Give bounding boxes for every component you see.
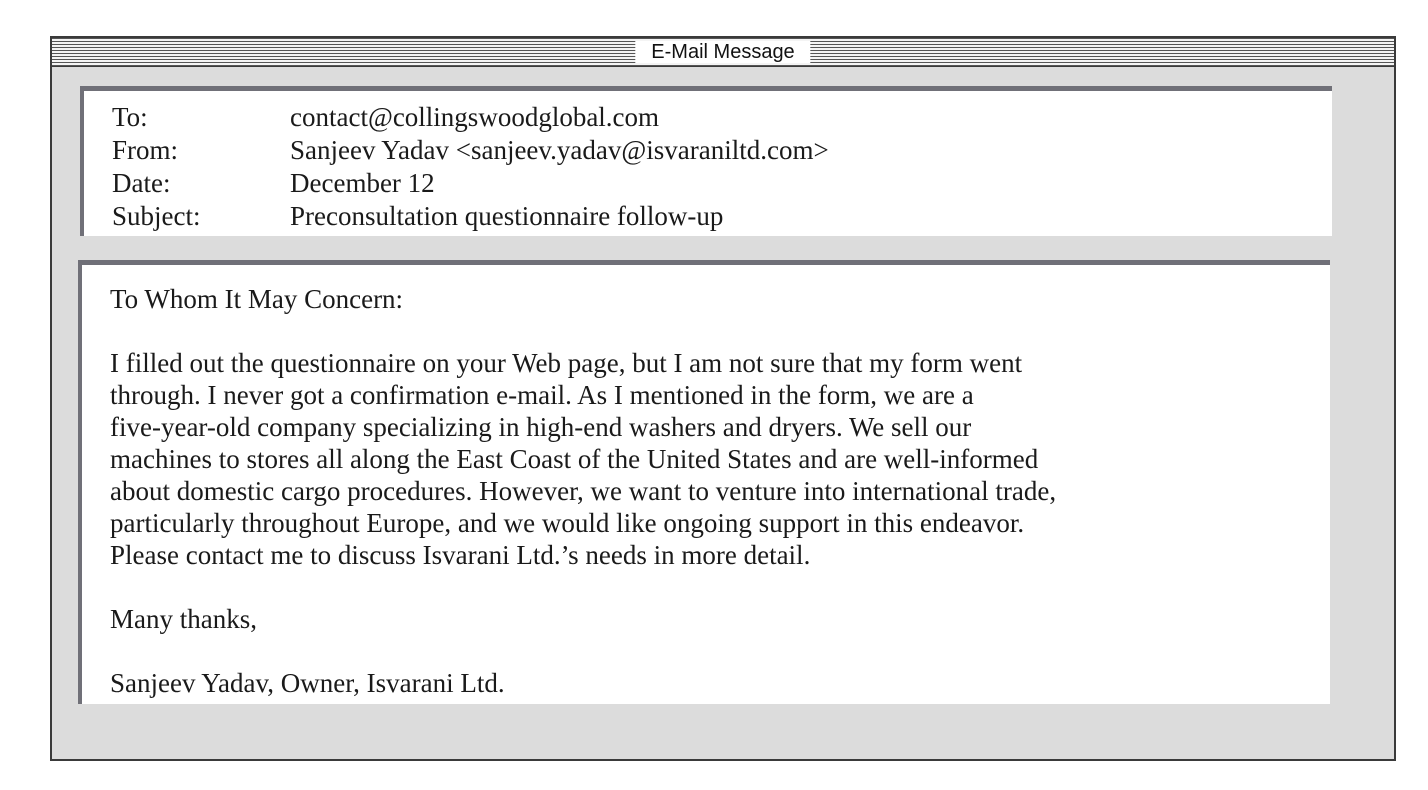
email-window [50,36,1396,761]
date-label: Date: [112,168,171,198]
closing: Many thanks, [110,604,257,634]
paragraph-line: through. I never got a confirmation e-mail. As I mentioned in the form, we are a [110,380,974,410]
window-title: E-Mail Message [635,41,810,63]
email-header-panel [80,86,1332,236]
title-bar[interactable] [52,38,1394,67]
date-field [112,167,829,200]
paragraph-line: five-year-old company specializing in high-end washers and dryers. We sell our [110,412,972,442]
subject-value: Preconsultation questionnaire follow-up [290,201,724,231]
from-field [112,134,829,167]
message-body [110,283,1310,699]
greeting: To Whom It May Concern: [110,284,404,314]
paragraph-line: about domestic cargo procedures. However, we want to venture into international trade, [110,476,1057,506]
email-body-panel [78,260,1330,704]
from-value: Sanjeev Yadav <sanjeev.yadav@isvaraniltd.com> [290,135,829,165]
date-value: December 12 [290,168,435,198]
to-field [112,101,829,134]
to-value: contact@collingswoodglobal.com [290,102,660,132]
header-fields [112,101,829,233]
signature: Sanjeev Yadav, Owner, Isvarani Ltd. [110,668,505,698]
from-label: From: [112,135,179,165]
paragraph-line: machines to stores all along the East Coast of the United States and are well-informed [110,444,1039,474]
paragraph-line: Please contact me to discuss Isvarani Ltd.’s needs in more detail. [110,540,811,570]
paragraph-line: particularly throughout Europe, and we would like ongoing support in this endeavor. [110,508,1025,538]
subject-label: Subject: [112,201,201,231]
subject-field [112,200,829,233]
message-paragraph [110,347,1310,571]
to-label: To: [112,102,148,132]
paragraph-line: I filled out the questionnaire on your Web page, but I am not sure that my form went [110,348,1023,378]
